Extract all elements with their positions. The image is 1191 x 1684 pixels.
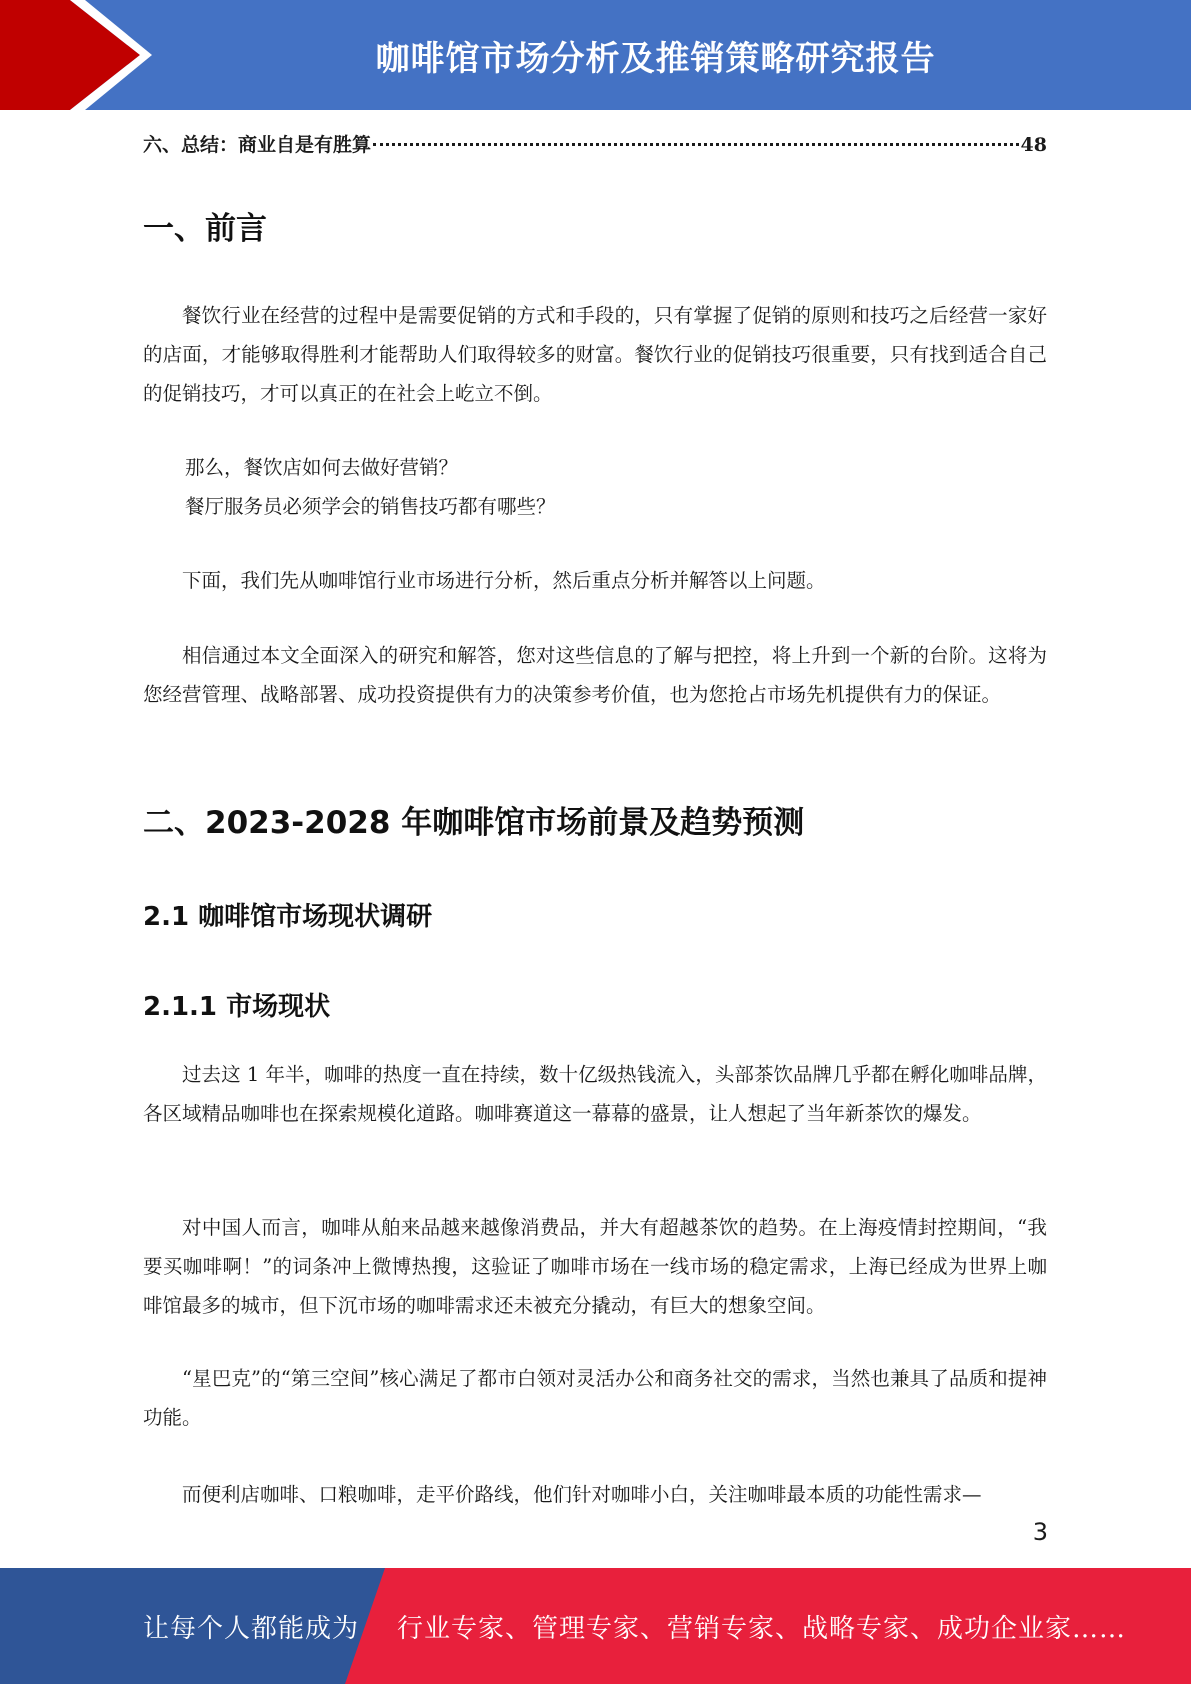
footer-banner <box>0 1568 1191 1684</box>
toc-entry[interactable] <box>143 130 1047 160</box>
page-number: 3 <box>1032 1518 1048 1546</box>
preface-paragraph-1: 餐饮行业在经营的过程中是需要促销的方式和手段的，只有掌握了促销的原则和技巧之后经营一家好的店面，才能够取得胜利才能帮助人们取得较多的财富。餐饮行业的促销技巧很重要，只有找到适合自己的促销技巧，才可以真正的在社会上屹立不倒。 <box>143 304 1047 405</box>
preface-question-1: 那么，餐饮店如何去做好营销？ <box>185 456 459 479</box>
market-paragraph-1: 过去这 1 年半，咖啡的热度一直在持续，数十亿级热钱流入，头部茶饮品牌几乎都在孵化咖啡品牌，各区域精品咖啡也在探索规模化道路。咖啡赛道这一幕幕的盛景，让人想起了当年新茶饮的爆发。 <box>143 1063 1047 1125</box>
document-title: 咖啡馆市场分析及推销策略研究报告 <box>375 38 936 79</box>
market-paragraph-3: “星巴克”的“第三空间”核心满足了都市白领对灵活办公和商务社交的需求，当然也兼具了品质和提神功能。 <box>143 1367 1047 1429</box>
subsection-heading-2-1-1: 2.1.1 市场现状 <box>143 992 331 1022</box>
section-heading-preface: 一、前言 <box>143 211 267 247</box>
section-heading-forecast: 二、2023-2028 年咖啡馆市场前景及趋势预测 <box>143 805 805 841</box>
chevron-logo-icon <box>0 0 160 110</box>
header-banner <box>0 0 1191 110</box>
subsection-heading-2-1: 2.1 咖啡馆市场现状调研 <box>143 902 433 932</box>
toc-entry-page: 48 <box>1020 134 1047 156</box>
footer-slogan-right: 行业专家、管理专家、营销专家、战略专家、成功企业家…… <box>397 1613 1127 1644</box>
footer-slogan-left: 让每个人都能成为 <box>143 1613 360 1644</box>
preface-paragraph-3: 相信通过本文全面深入的研究和解答，您对这些信息的了解与把控，将上升到一个新的台阶。这将为您经营管理、战略部署、成功投资提供有力的决策参考价值，也为您抢占市场先机提供有力的保证。 <box>143 644 1047 706</box>
preface-question-2: 餐厅服务员必须学会的销售技巧都有哪些？ <box>185 495 556 518</box>
market-paragraph-4: 而便利店咖啡、口粮咖啡，走平价路线，他们针对咖啡小白，关注咖啡最本质的功能性需求— <box>182 1483 982 1506</box>
toc-entry-label: 六、总结：商业自是有胜算 <box>143 134 372 156</box>
toc-leader-dots <box>373 143 1019 146</box>
preface-paragraph-2: 下面，我们先从咖啡馆行业市场进行分析，然后重点分析并解答以上问题。 <box>182 569 826 592</box>
market-paragraph-2: 对中国人而言，咖啡从舶来品越来越像消费品，并大有超越茶饮的趋势。在上海疫情封控期间，“我要买咖啡啊！”的词条冲上微博热搜，这验证了咖啡市场在一线市场的稳定需求，上海已经成为世界上咖啡馆最多的城市，但下沉市场的咖啡需求还未被充分撬动，有巨大的想象空间。 <box>143 1216 1047 1317</box>
